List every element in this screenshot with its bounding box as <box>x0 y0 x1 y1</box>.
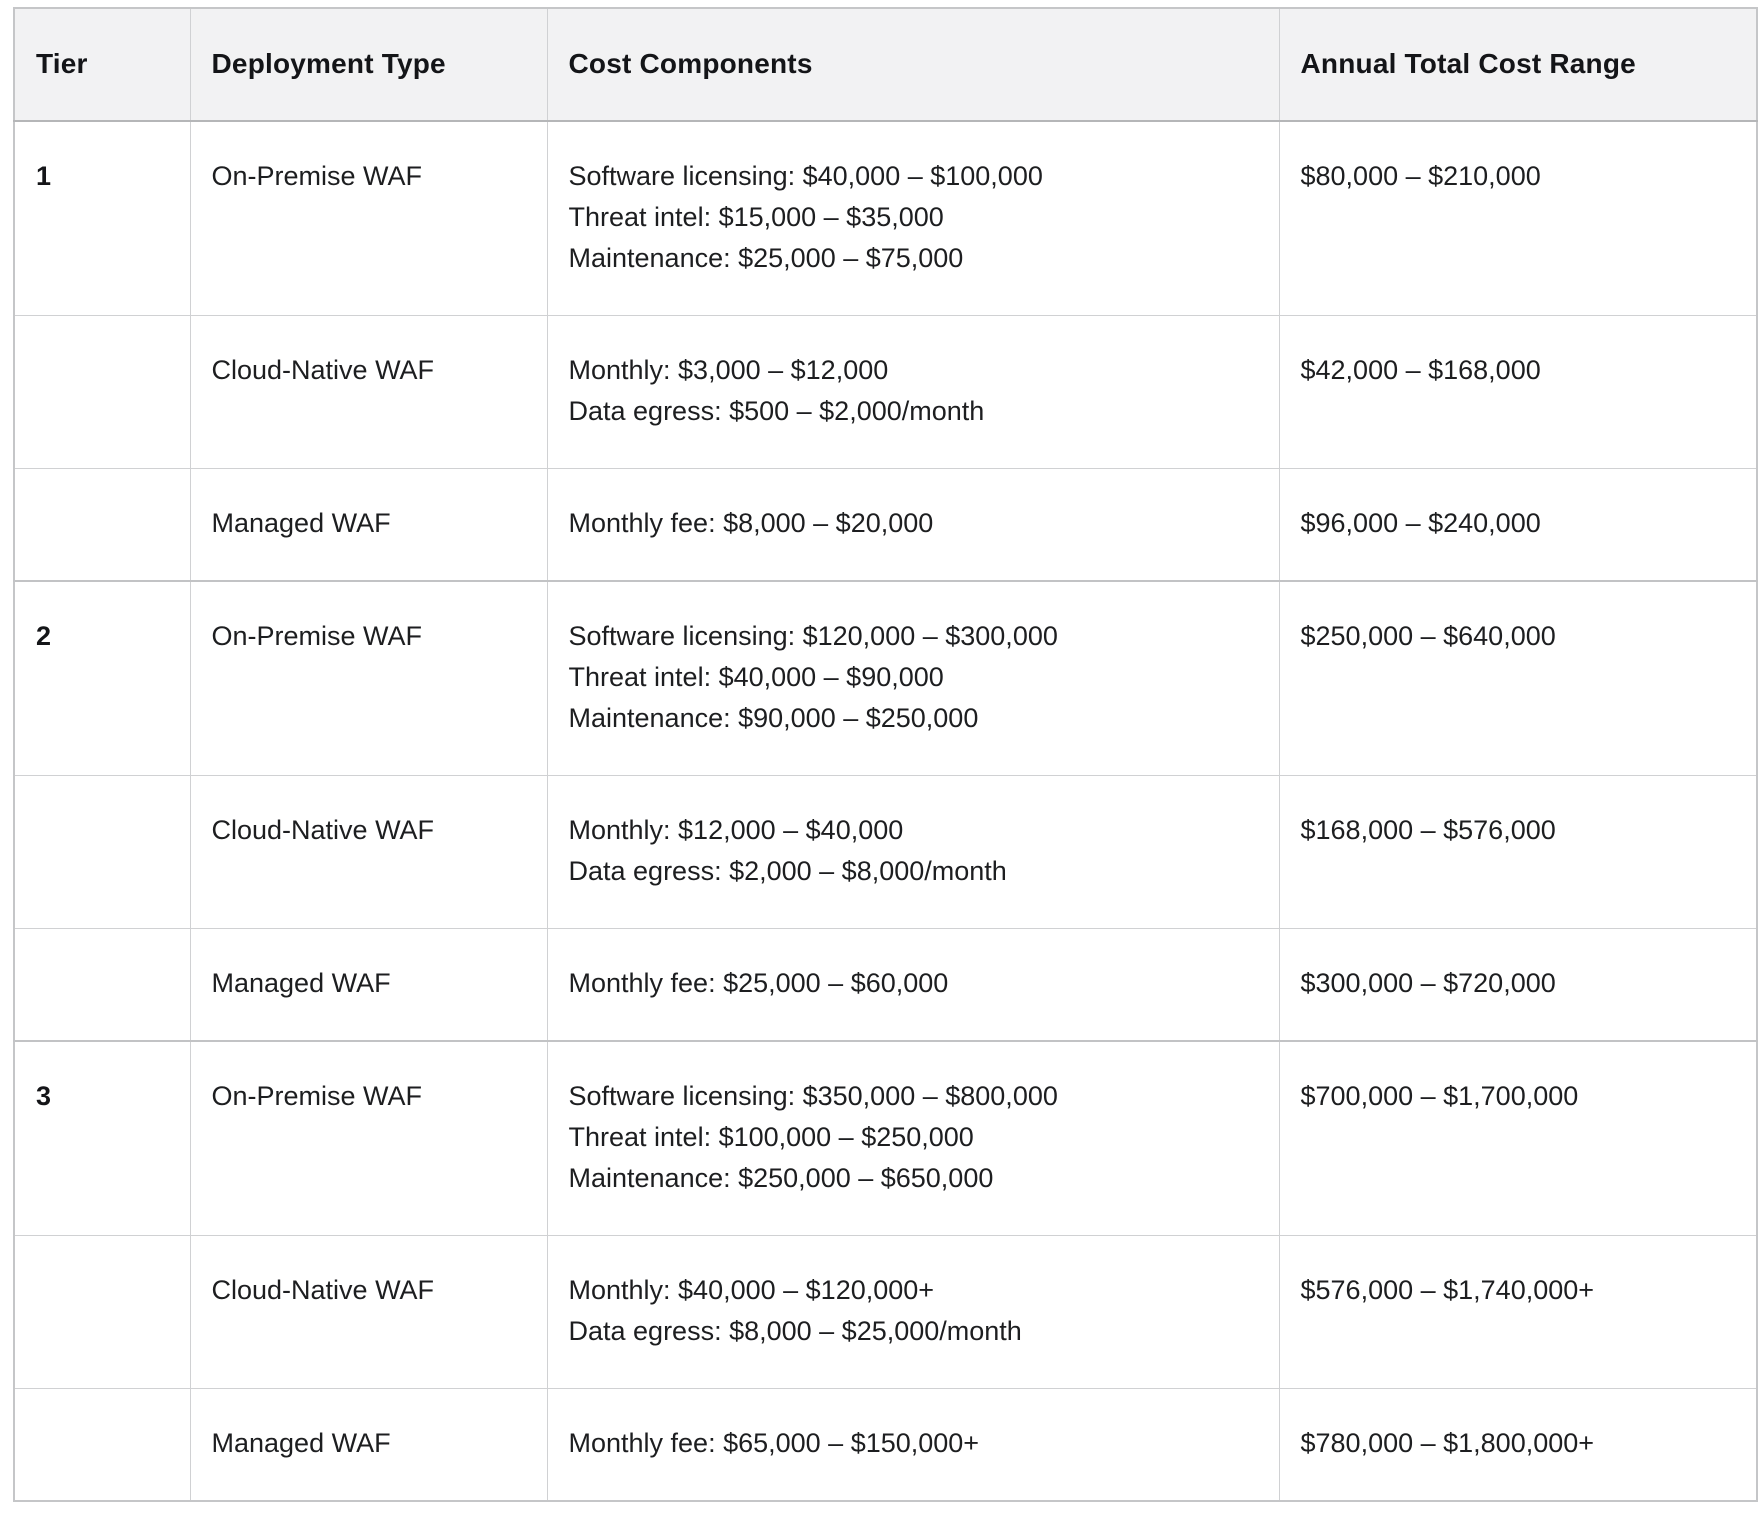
table-row-tier1-managed <box>14 469 1757 582</box>
deployment-type-cell: Managed WAF <box>190 1389 547 1502</box>
tier-cell: 3 <box>14 1041 190 1236</box>
cost-line: Monthly fee: $8,000 – $20,000 <box>568 508 934 538</box>
deployment-type-cell: Managed WAF <box>190 469 547 582</box>
cost-line: Monthly: $3,000 – $12,000 <box>568 355 889 385</box>
cost-components-cell <box>547 1236 1279 1389</box>
cost-components-cell <box>547 1041 1279 1236</box>
column-header-tier: Tier <box>14 8 190 121</box>
cost-components-cell <box>547 581 1279 776</box>
cost-line: Software licensing: $40,000 – $100,000 <box>568 161 1043 191</box>
annual-cost-cell: $300,000 – $720,000 <box>1279 929 1757 1042</box>
tier-cell: 2 <box>14 581 190 776</box>
cost-line: Maintenance: $90,000 – $250,000 <box>568 703 979 733</box>
table-body <box>14 121 1757 1501</box>
cost-line: Maintenance: $25,000 – $75,000 <box>568 243 964 273</box>
cost-components-cell <box>547 776 1279 929</box>
cost-components-cell <box>547 469 1279 582</box>
table-row-tier3-on-premise <box>14 1041 1757 1236</box>
table-row-tier3-managed <box>14 1389 1757 1502</box>
table-row-tier2-managed <box>14 929 1757 1042</box>
cost-components-cell <box>547 316 1279 469</box>
cost-line: Data egress: $8,000 – $25,000/month <box>568 1316 1022 1346</box>
table-header <box>14 8 1757 121</box>
column-header-annual-total-cost-range: Annual Total Cost Range <box>1279 8 1757 121</box>
cost-line: Monthly: $12,000 – $40,000 <box>568 815 904 845</box>
deployment-type-cell: Managed WAF <box>190 929 547 1042</box>
table-row-tier1-on-premise <box>14 121 1757 316</box>
cost-line: Software licensing: $350,000 – $800,000 <box>568 1081 1058 1111</box>
table-row-tier2-on-premise <box>14 581 1757 776</box>
tier-cell: 1 <box>14 121 190 316</box>
cost-line: Monthly fee: $65,000 – $150,000+ <box>568 1428 980 1458</box>
cost-line: Monthly: $40,000 – $120,000+ <box>568 1275 935 1305</box>
annual-cost-cell: $80,000 – $210,000 <box>1279 121 1757 316</box>
tier-cell <box>14 469 190 582</box>
cost-line: Data egress: $500 – $2,000/month <box>568 396 985 426</box>
annual-cost-cell: $250,000 – $640,000 <box>1279 581 1757 776</box>
annual-cost-cell: $96,000 – $240,000 <box>1279 469 1757 582</box>
cost-line: Maintenance: $250,000 – $650,000 <box>568 1163 994 1193</box>
cost-line: Threat intel: $15,000 – $35,000 <box>568 202 944 232</box>
cost-line: Software licensing: $120,000 – $300,000 <box>568 621 1058 651</box>
cost-components-cell <box>547 1389 1279 1502</box>
table-row-tier3-cloud-native <box>14 1236 1757 1389</box>
deployment-type-cell: Cloud-Native WAF <box>190 1236 547 1389</box>
table-row-tier2-cloud-native <box>14 776 1757 929</box>
annual-cost-cell: $700,000 – $1,700,000 <box>1279 1041 1757 1236</box>
deployment-type-cell: Cloud-Native WAF <box>190 776 547 929</box>
deployment-type-cell: Cloud-Native WAF <box>190 316 547 469</box>
deployment-type-cell: On-Premise WAF <box>190 1041 547 1236</box>
tier-cell <box>14 316 190 469</box>
cost-line: Data egress: $2,000 – $8,000/month <box>568 856 1007 886</box>
tier-cell <box>14 776 190 929</box>
cost-line: Threat intel: $40,000 – $90,000 <box>568 662 944 692</box>
header-row <box>14 8 1757 121</box>
deployment-type-cell: On-Premise WAF <box>190 581 547 776</box>
cost-components-cell <box>547 121 1279 316</box>
tier-cell <box>14 1236 190 1389</box>
annual-cost-cell: $168,000 – $576,000 <box>1279 776 1757 929</box>
tier-cell <box>14 1389 190 1502</box>
annual-cost-cell: $576,000 – $1,740,000+ <box>1279 1236 1757 1389</box>
cost-line: Monthly fee: $25,000 – $60,000 <box>568 968 949 998</box>
deployment-type-cell: On-Premise WAF <box>190 121 547 316</box>
cost-components-cell <box>547 929 1279 1042</box>
tier-cell <box>14 929 190 1042</box>
cost-line: Threat intel: $100,000 – $250,000 <box>568 1122 974 1152</box>
annual-cost-cell: $780,000 – $1,800,000+ <box>1279 1389 1757 1502</box>
column-header-deployment-type: Deployment Type <box>190 8 547 121</box>
waf-cost-table <box>13 7 1758 1502</box>
column-header-cost-components: Cost Components <box>547 8 1279 121</box>
table-row-tier1-cloud-native <box>14 316 1757 469</box>
annual-cost-cell: $42,000 – $168,000 <box>1279 316 1757 469</box>
